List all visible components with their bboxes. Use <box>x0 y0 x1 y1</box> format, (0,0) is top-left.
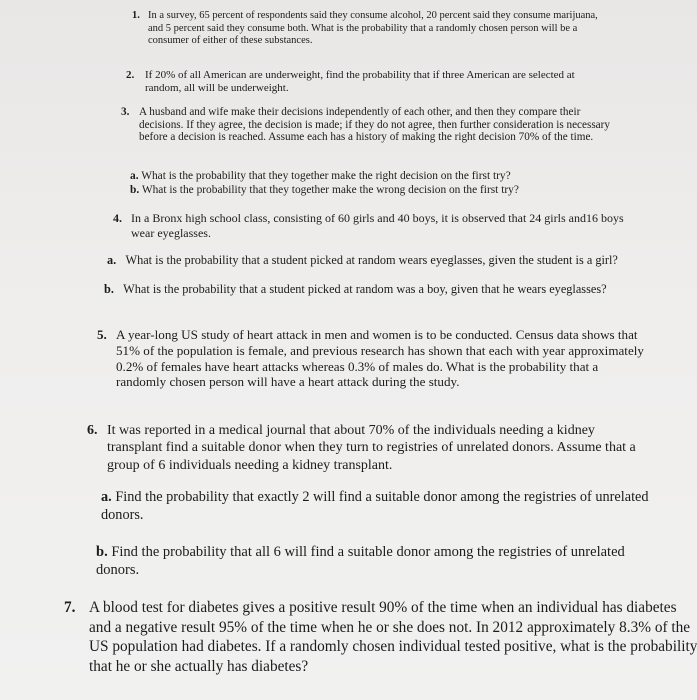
question-number: 7. <box>64 599 76 616</box>
part-text: What is the probability that a student picked at random was a boy, given that he wears eyeglasses? <box>123 282 607 296</box>
question-text: A blood test for diabetes gives a positive result 90% of the time when an individual has diabetes and a negative result 95% of the time when he or she does not. In 2012 approximately 8.3% of the US population had diabetes. If a randomly chosen individual tested positive, what is the probability that he or she actually has diabetes? <box>89 599 697 675</box>
question-text: A year-long US study of heart attack in men and women is to be conducted. Census data shows that 51% of the population is female, and previous research has shown that each with year approximately 0.2% of females have heart attacks whereas 0.3% of males do. What is the probability that a randomly chosen person will have a heart attack during the study. <box>116 327 644 390</box>
question-number: 6. <box>87 423 98 438</box>
question-6-part-b <box>96 543 656 579</box>
question-2 <box>126 69 605 95</box>
question-text: It was reported in a medical journal that about 70% of the individuals needing a kidney transplant find a suitable donor when they turn to registries of unrelated donors. Assume that a group of 6 individuals needing a kidney transplant. <box>107 423 636 473</box>
question-4-part-b <box>104 282 649 297</box>
question-number: 3. <box>121 106 130 118</box>
question-4-part-a <box>107 253 627 267</box>
part-text: Find the probability that exactly 2 will find a suitable donor among the registries of unrelated donors. <box>101 489 649 523</box>
question-number: 1. <box>132 10 140 21</box>
part-text: What is the probability that a student picked at random wears eyeglasses, given the student is a girl? <box>125 253 618 267</box>
question-4 <box>113 211 631 240</box>
part-label: b. <box>104 282 114 296</box>
question-text: A husband and wife make their decisions independently of each other, and then they compare their decisions. If they agree, the decision is made; if they do not agree, then further consideration is necessary before a decision is reached. Assume each has a history of making the right decision 70% of the time. <box>139 106 610 144</box>
question-number: 2. <box>126 69 135 81</box>
part-label: b. <box>130 184 140 196</box>
part-text: What is the probability that they together make the wrong decision on the first try? <box>141 184 519 196</box>
question-3-part-a <box>130 170 650 183</box>
question-number: 4. <box>113 211 122 225</box>
question-text: If 20% of all American are underweight, find the probability that if three American are selected at random, all will be underweight. <box>145 69 575 95</box>
question-6-part-a <box>101 489 661 525</box>
question-text: In a Bronx high school class, consisting of 60 girls and 40 boys, it is observed that 24 girls and16 boys wear eyeglasses. <box>131 211 624 240</box>
question-3 <box>121 106 617 144</box>
question-text: In a survey, 65 percent of respondents said they consume alcohol, 20 percent said they consume marijuana, and 5 percent said they consume both. What is the probability that a randomly chosen person will be a consumer of either of these substances. <box>148 10 598 47</box>
part-label: b. <box>96 544 108 560</box>
question-7 <box>64 598 697 676</box>
part-label: a. <box>107 253 117 267</box>
part-label: a. <box>101 489 112 505</box>
part-label: a. <box>130 170 139 182</box>
question-3-part-b <box>130 184 660 197</box>
question-1 <box>132 10 603 48</box>
question-5 <box>97 327 646 390</box>
question-6 <box>87 422 637 474</box>
part-text: What is the probability that they together make the right decision on the first try? <box>141 170 511 182</box>
part-text: Find the probability that all 6 will find a suitable donor among the registries of unrelated donors. <box>96 544 625 578</box>
question-number: 5. <box>97 327 107 342</box>
